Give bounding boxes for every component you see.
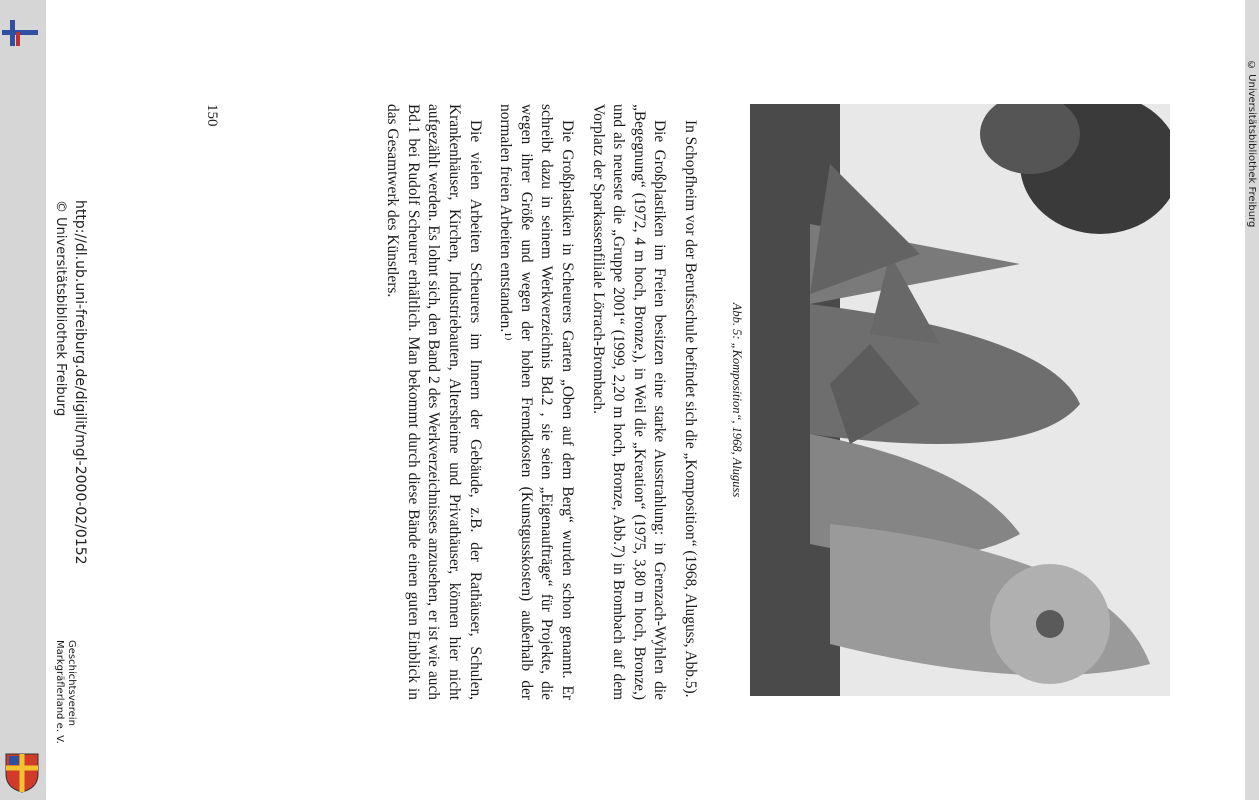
paragraph-innenarbeiten: Die vielen Arbeiten Scheurers im Innern der Gebäude, z.B. der Rathäuser, Schulen, Krankenhäuser, Kirchen, Industriebauten, Altersheime und Privathäuser, können hier nicht aufgezählt werden. Es lohnt sich, den Band 2 des Werkverzeichnisses anzusehen, er ist wie auch Bd.1 bei Rudolf Scheurer erhältlich. Man bekommt durch diese Bände einen guten Einblick in das Gesamtwerk des Künstlers.: [384, 104, 484, 700]
scanned-page: [50, 0, 1240, 800]
figure-caption: Abb. 5: „Komposition“, 1968, Aluguss: [730, 302, 744, 498]
copyright-line: © Universitätsbibliothek Freiburg: [53, 200, 68, 417]
coat-of-arms-icon: [2, 750, 42, 794]
society-name-line1: Geschichtsverein: [66, 640, 77, 726]
paragraph-garten: Die Großplastiken in Scheurers Garten „Oben auf dem Berg“ wurden schon genannt. Er schreibt dazu in seinem Werkverzeichnis Bd.2 , sie seien „Eigenaufträge“ für Projekte, die wegen ihrer Größe und wegen der hohen Fremdkosten (Kunstgusskosten) außerhalb der normalen freien Arbeiten entstanden.¹⁾: [497, 104, 577, 700]
paragraph-schopfheim: In Schopfheim vor der Berufsschule befindet sich die „Komposition“ (1968, Aluguss, Abb.5).: [682, 120, 699, 698]
left-margin-strip: [0, 0, 46, 800]
body-text: [372, 104, 700, 700]
right-margin-copyright: © Universitätsbibliothek Freiburg: [1246, 60, 1257, 228]
paragraph-grossplastiken: Die Großplastiken im Freien besitzen eine starke Ausstrahlung: in Grenzach-Wyhlen die „Begegnung“ (1972, 4 m hoch, Bronze,), in Weil die „Kreation“ (1975, 3,80 m hoch, Bronze,) und als neueste die „Gruppe 2001“ (1999, 2,20 m hoch, Bronze, Abb.7) in Brombach auf dem Vorplatz der Sparkassenfiliale Lörrach-Brombach.: [589, 104, 669, 700]
society-name-line2: Markgräflerland e. V.: [54, 640, 65, 744]
page-number: 150: [204, 104, 220, 127]
sculpture-photo: [750, 104, 1170, 696]
university-logo-icon: [2, 20, 38, 46]
digital-url: http://dl.ub.uni-freiburg.de/digilit/mgl-2000-02/0152: [72, 200, 88, 565]
